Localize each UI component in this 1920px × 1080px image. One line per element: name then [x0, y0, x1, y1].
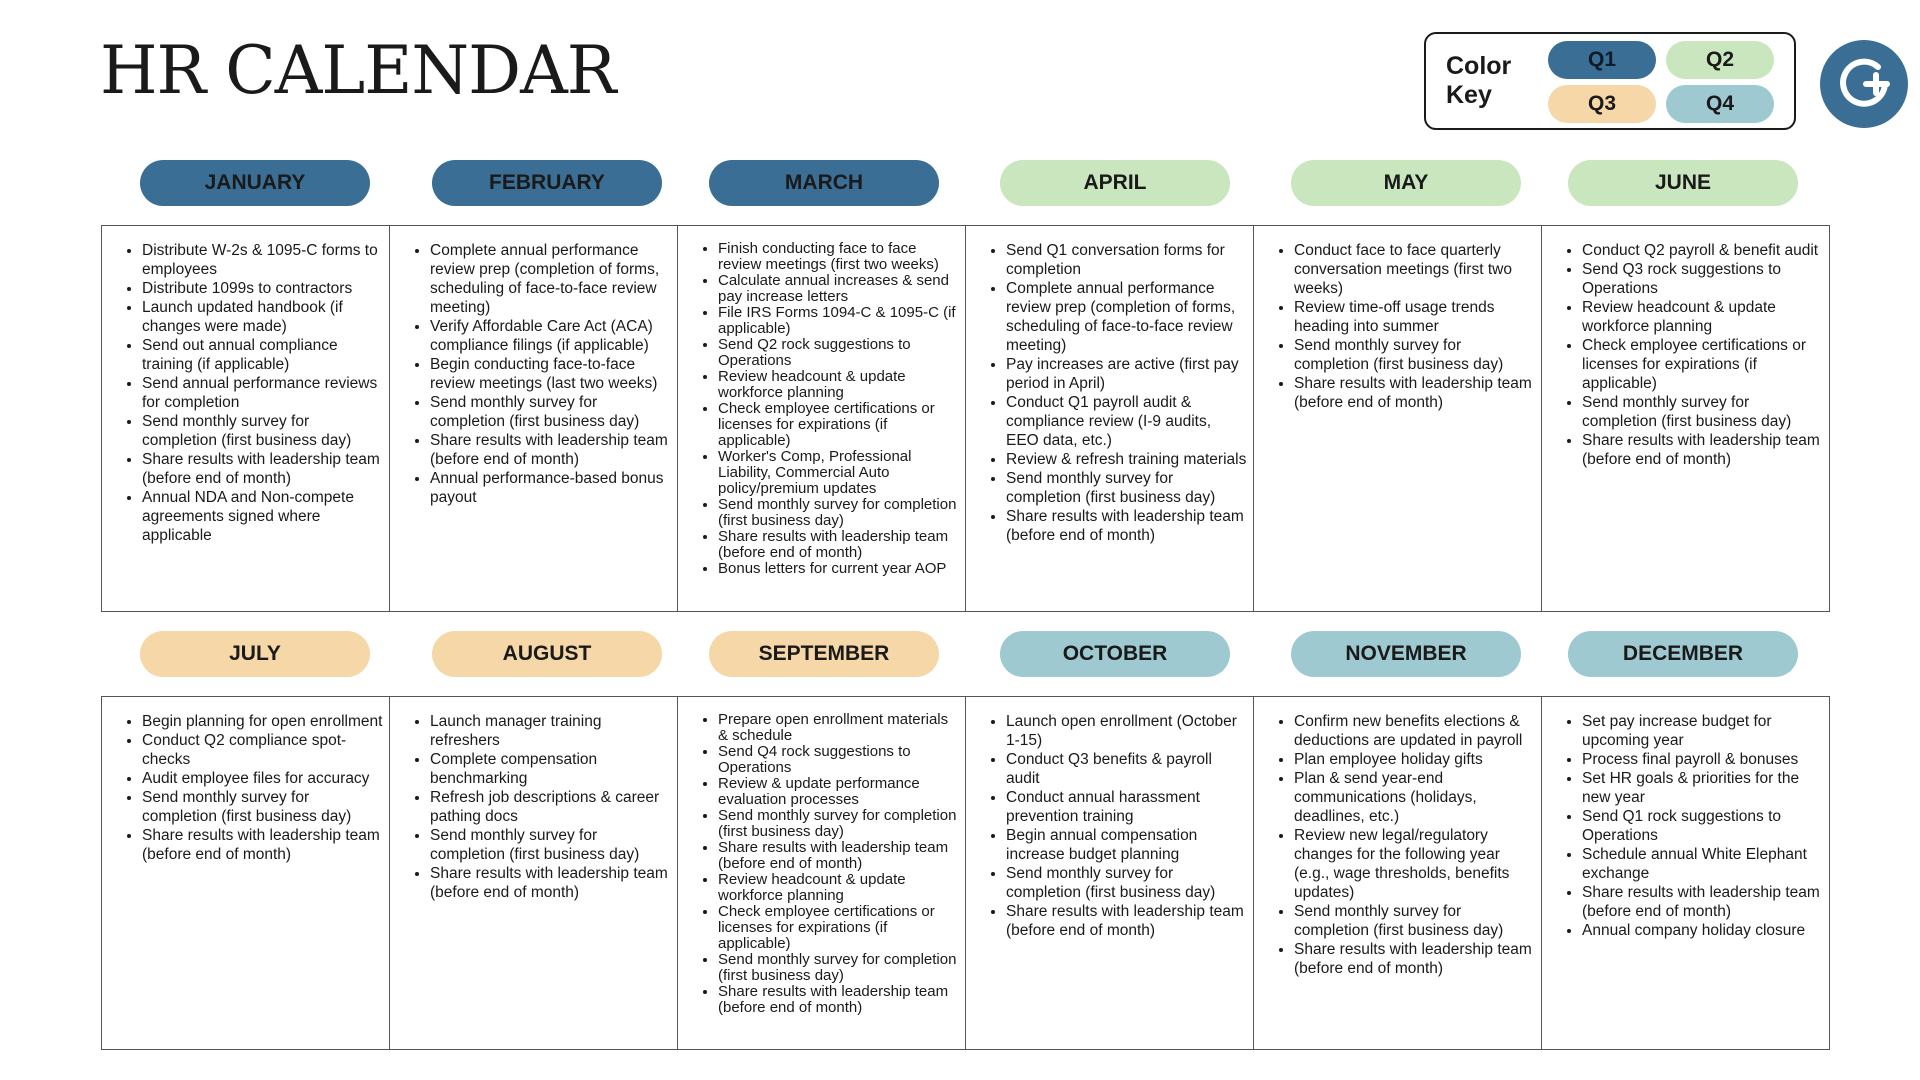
task-list — [1264, 712, 1535, 978]
task-item: • Send out annual compliance training (if applicable) — [142, 336, 383, 374]
month-pill-december: DECEMBER — [1568, 631, 1798, 677]
task-item: • Plan & send year-end communications (holidays, deadlines, etc.) — [1294, 769, 1535, 826]
task-item: • Begin conducting face-to-face review meetings (last two weeks) — [430, 355, 671, 393]
task-item: • Review new legal/regulatory changes for the following year (e.g., wage thresholds, benefits updates) — [1294, 826, 1535, 902]
task-list — [976, 712, 1247, 940]
months-grid-row-1 — [101, 225, 1830, 612]
task-item: • Conduct Q2 payroll & benefit audit — [1582, 241, 1823, 260]
task-item: • Pay increases are active (first pay period in April) — [1006, 355, 1247, 393]
task-item: • Check employee certifications or licenses for expirations (if applicable) — [718, 904, 959, 952]
task-item: • Send Q1 conversation forms for completion — [1006, 241, 1247, 279]
task-list — [112, 712, 383, 864]
month-cell-september — [677, 697, 965, 1049]
task-item: • Share results with leadership team (before end of month) — [1006, 507, 1247, 545]
task-item: • Review headcount & update workforce planning — [1582, 298, 1823, 336]
task-item: • Annual performance-based bonus payout — [430, 469, 671, 507]
task-item: • Share results with leadership team (before end of month) — [1582, 431, 1823, 469]
month-cell-april — [965, 226, 1253, 611]
task-item: • Review & update performance evaluation processes — [718, 776, 959, 808]
month-header-row-1 — [101, 160, 1830, 206]
task-item: • Conduct Q3 benefits & payroll audit — [1006, 750, 1247, 788]
month-pill-october: OCTOBER — [1000, 631, 1230, 677]
task-list — [400, 712, 671, 902]
task-item: • File IRS Forms 1094-C & 1095-C (if applicable) — [718, 305, 959, 337]
months-grid-row-2 — [101, 696, 1830, 1050]
task-item: • Confirm new benefits elections & deductions are updated in payroll — [1294, 712, 1535, 750]
task-list — [688, 241, 959, 577]
task-item: • Share results with leadership team (before end of month) — [142, 450, 383, 488]
key-pill-q1: Q1 — [1548, 41, 1656, 79]
task-item: • Annual NDA and Non-compete agreements signed where applicable — [142, 488, 383, 545]
task-item: • Share results with leadership team (before end of month) — [142, 826, 383, 864]
task-list — [1264, 241, 1535, 412]
month-cell-march — [677, 226, 965, 611]
month-pill-july: JULY — [140, 631, 370, 677]
task-item: • Send monthly survey for completion (first business day) — [430, 826, 671, 864]
task-item: • Verify Affordable Care Act (ACA) compliance filings (if applicable) — [430, 317, 671, 355]
key-pill-q2: Q2 — [1666, 41, 1774, 79]
task-item: • Share results with leadership team (before end of month) — [1006, 902, 1247, 940]
task-item: • Send monthly survey for completion (first business day) — [1006, 864, 1247, 902]
task-item: • Conduct Q2 compliance spot-checks — [142, 731, 383, 769]
task-item: • Review headcount & update workforce planning — [718, 369, 959, 401]
month-pill-september: SEPTEMBER — [709, 631, 939, 677]
task-item: • Check employee certifications or licenses for expirations (if applicable) — [1582, 336, 1823, 393]
task-item: • Distribute 1099s to contractors — [142, 279, 383, 298]
task-item: • Worker's Comp, Professional Liability, Commercial Auto policy/premium updates — [718, 449, 959, 497]
task-item: • Audit employee files for accuracy — [142, 769, 383, 788]
month-pill-april: APRIL — [1000, 160, 1230, 206]
task-item: • Send Q3 rock suggestions to Operations — [1582, 260, 1823, 298]
task-item: • Conduct annual harassment prevention training — [1006, 788, 1247, 826]
color-key — [1424, 32, 1796, 130]
task-item: • Send monthly survey for completion (first business day) — [1294, 902, 1535, 940]
month-cell-may — [1253, 226, 1541, 611]
task-item: • Share results with leadership team (before end of month) — [718, 840, 959, 872]
g-plus-logo-graphic — [1833, 53, 1895, 115]
task-item: • Send Q4 rock suggestions to Operations — [718, 744, 959, 776]
task-item: • Share results with leadership team (before end of month) — [1294, 940, 1535, 978]
month-cell-august — [389, 697, 677, 1049]
task-item: • Launch open enrollment (October 1-15) — [1006, 712, 1247, 750]
task-item: • Check employee certifications or licenses for expirations (if applicable) — [718, 401, 959, 449]
task-item: • Share results with leadership team (before end of month) — [1582, 883, 1823, 921]
task-item: • Launch updated handbook (if changes were made) — [142, 298, 383, 336]
task-item: • Set pay increase budget for upcoming year — [1582, 712, 1823, 750]
task-item: • Conduct Q1 payroll audit & compliance review (I-9 audits, EEO data, etc.) — [1006, 393, 1247, 450]
task-item: • Send monthly survey for completion (first business day) — [142, 788, 383, 826]
task-item: • Complete annual performance review prep (completion of forms, scheduling of face-to-face review meeting) — [1006, 279, 1247, 355]
task-item: • Refresh job descriptions & career pathing docs — [430, 788, 671, 826]
task-item: • Send monthly survey for completion (first business day) — [1582, 393, 1823, 431]
task-item: • Calculate annual increases & send pay increase letters — [718, 273, 959, 305]
task-item: • Set HR goals & priorities for the new year — [1582, 769, 1823, 807]
task-list — [400, 241, 671, 507]
task-item: • Begin annual compensation increase budget planning — [1006, 826, 1247, 864]
task-item: • Send annual performance reviews for completion — [142, 374, 383, 412]
task-item: • Share results with leadership team (before end of month) — [430, 864, 671, 902]
task-item: • Annual company holiday closure — [1582, 921, 1823, 940]
month-cell-november — [1253, 697, 1541, 1049]
month-cell-december — [1541, 697, 1829, 1049]
month-pill-may: MAY — [1291, 160, 1521, 206]
task-item: • Bonus letters for current year AOP — [718, 561, 959, 577]
task-item: • Share results with leadership team (before end of month) — [718, 529, 959, 561]
task-item: • Review time-off usage trends heading into summer — [1294, 298, 1535, 336]
task-item: • Share results with leadership team (before end of month) — [430, 431, 671, 469]
month-pill-august: AUGUST — [432, 631, 662, 677]
task-list — [1552, 241, 1823, 469]
task-item: • Send monthly survey for completion (first business day) — [718, 808, 959, 840]
month-pill-june: JUNE — [1568, 160, 1798, 206]
g-plus-logo-icon — [1820, 40, 1908, 128]
task-item: • Complete compensation benchmarking — [430, 750, 671, 788]
task-item: • Share results with leadership team (before end of month) — [1294, 374, 1535, 412]
task-item: • Begin planning for open enrollment — [142, 712, 383, 731]
task-item: • Send monthly survey for completion (first business day) — [1006, 469, 1247, 507]
month-cell-february — [389, 226, 677, 611]
month-cell-january — [102, 226, 389, 611]
task-item: • Send monthly survey for completion (first business day) — [142, 412, 383, 450]
task-item: • Send Q2 rock suggestions to Operations — [718, 337, 959, 369]
task-list — [112, 241, 383, 545]
task-list — [688, 712, 959, 1016]
task-item: • Schedule annual White Elephant exchange — [1582, 845, 1823, 883]
key-pill-q4: Q4 — [1666, 85, 1774, 123]
task-item: • Process final payroll & bonuses — [1582, 750, 1823, 769]
month-cell-october — [965, 697, 1253, 1049]
month-pill-february: FEBRUARY — [432, 160, 662, 206]
month-cell-july — [102, 697, 389, 1049]
task-list — [976, 241, 1247, 545]
task-item: • Send Q1 rock suggestions to Operations — [1582, 807, 1823, 845]
key-pill-q3: Q3 — [1548, 85, 1656, 123]
task-item: • Plan employee holiday gifts — [1294, 750, 1535, 769]
task-item: • Launch manager training refreshers — [430, 712, 671, 750]
month-header-row-2 — [101, 631, 1830, 677]
page-title: HR CALENDAR — [100, 32, 616, 109]
month-pill-march: MARCH — [709, 160, 939, 206]
task-item: • Review headcount & update workforce planning — [718, 872, 959, 904]
task-item: • Finish conducting face to face review meetings (first two weeks) — [718, 241, 959, 273]
task-item: • Send monthly survey for completion (first business day) — [718, 952, 959, 984]
color-key-label: Color Key — [1446, 52, 1512, 109]
task-item: • Share results with leadership team (before end of month) — [718, 984, 959, 1016]
task-item: • Send monthly survey for completion (first business day) — [1294, 336, 1535, 374]
task-item: • Distribute W-2s & 1095-C forms to employees — [142, 241, 383, 279]
task-item: • Send monthly survey for completion (first business day) — [430, 393, 671, 431]
task-item: • Review & refresh training materials — [1006, 450, 1247, 469]
month-cell-june — [1541, 226, 1829, 611]
task-item: • Complete annual performance review prep (completion of forms, scheduling of face-to-face review meeting) — [430, 241, 671, 317]
task-item: • Send monthly survey for completion (first business day) — [718, 497, 959, 529]
task-list — [1552, 712, 1823, 940]
task-item: • Prepare open enrollment materials & schedule — [718, 712, 959, 744]
month-pill-november: NOVEMBER — [1291, 631, 1521, 677]
task-item: • Conduct face to face quarterly conversation meetings (first two weeks) — [1294, 241, 1535, 298]
month-pill-january: JANUARY — [140, 160, 370, 206]
